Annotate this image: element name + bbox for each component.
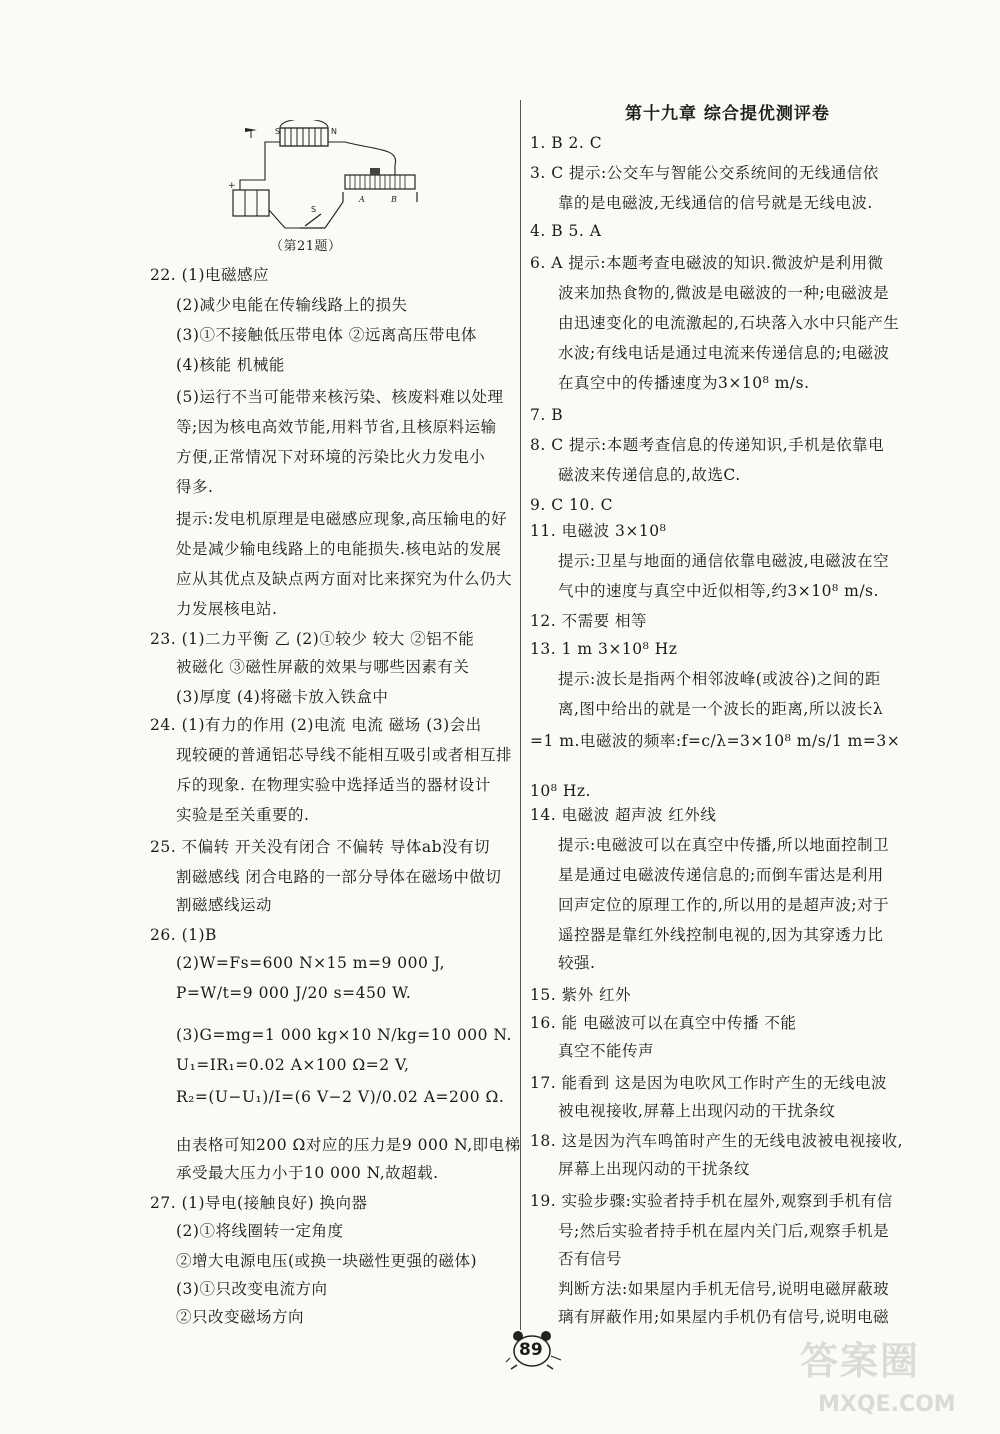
right-line: 6. A 提示:本题考查电磁波的知识.微波炉是利用微 bbox=[530, 254, 884, 272]
right-line: 16. 能 电磁波可以在真空中传播 不能 bbox=[530, 1014, 797, 1032]
left-line: 得多. bbox=[176, 478, 214, 496]
left-line: (4)核能 机械能 bbox=[176, 356, 285, 374]
right-line: 磁波来传递信息的,故选C. bbox=[558, 466, 741, 484]
left-line: 等;因为核电高效节能,用料节省,且核原料运输 bbox=[176, 418, 497, 436]
right-line: 4. B 5. A bbox=[530, 222, 602, 240]
right-line: 号;然后实验者持手机在屋内关门后,观察手机是 bbox=[558, 1222, 890, 1240]
left-line: 斥的现象. 在物理实验中选择适当的器材设计 bbox=[176, 776, 491, 794]
right-line: 10⁸ Hz. bbox=[530, 782, 591, 800]
right-line: 提示:电磁波可以在真空中传播,所以地面控制卫 bbox=[558, 836, 890, 854]
svg-text:N: N bbox=[331, 127, 337, 136]
right-line: 否有信号 bbox=[558, 1250, 623, 1268]
left-line: U₁=IR₁=0.02 A×100 Ω=2 V, bbox=[176, 1056, 410, 1074]
left-line: 27. (1)导电(接触良好) 换向器 bbox=[150, 1194, 368, 1212]
right-line: 较强. bbox=[558, 954, 596, 972]
right-line: 7. B bbox=[530, 406, 564, 424]
left-line: (2)减少电能在传输线路上的损失 bbox=[176, 296, 408, 314]
right-line: 13. 1 m 3×10⁸ Hz bbox=[530, 640, 678, 658]
watermark-url: MXQE.COM bbox=[818, 1392, 956, 1417]
right-line: 回声定位的原理工作的,所以用的是超声波;对于 bbox=[558, 896, 890, 914]
left-line: ②增大电源电压(或换一块磁性更强的磁体) bbox=[176, 1252, 478, 1270]
right-line: 屏幕上出现闪动的干扰条纹 bbox=[558, 1160, 751, 1178]
left-line: (2)W=Fs=600 N×15 m=9 000 J, bbox=[176, 954, 446, 972]
circuit-figure bbox=[225, 120, 425, 245]
right-line: 气中的速度与真空中近似相等,约3×10⁸ m/s. bbox=[558, 582, 879, 600]
watermark-logo bbox=[800, 1330, 990, 1430]
right-line: 12. 不需要 相等 bbox=[530, 612, 648, 630]
left-line: 由表格可知200 Ω对应的压力是9 000 N,即电梯 bbox=[176, 1136, 521, 1154]
left-line: 处是减少输电线路上的电能损失.核电站的发展 bbox=[176, 540, 502, 558]
right-line: 靠的是电磁波,无线通信的信号就是无线电波. bbox=[558, 194, 873, 212]
page-number: 89 bbox=[519, 1340, 543, 1360]
svg-text:B: B bbox=[391, 195, 397, 204]
right-line: 波来加热食物的,微波是电磁波的一种;电磁波是 bbox=[558, 284, 890, 302]
left-line: (3)G=mg=1 000 kg×10 N/kg=10 000 N. bbox=[176, 1026, 512, 1044]
right-line: 14. 电磁波 超声波 红外线 bbox=[530, 806, 717, 824]
left-line: (3)①不接触低压带电体 ②远离高压带电体 bbox=[176, 326, 477, 344]
right-line: 19. 实验步骤:实验者持手机在屋外,观察到手机有信 bbox=[530, 1192, 893, 1210]
left-line: P=W/t=9 000 J/20 s=450 W. bbox=[176, 984, 412, 1002]
right-line: 9. C 10. C bbox=[530, 496, 613, 514]
right-line: 真空不能传声 bbox=[558, 1042, 655, 1060]
left-line: ②只改变磁场方向 bbox=[176, 1308, 305, 1326]
left-line: 24. (1)有力的作用 (2)电流 电流 磁场 (3)会出 bbox=[150, 716, 482, 734]
left-line: 割磁感线 闭合电路的一部分导体在磁场中做切 bbox=[176, 868, 502, 886]
left-line: 提示:发电机原理是电磁感应现象,高压输电的好 bbox=[176, 510, 508, 528]
right-line: 在真空中的传播速度为3×10⁸ m/s. bbox=[558, 374, 810, 392]
left-line: (2)①将线圈转一定角度 bbox=[176, 1222, 344, 1240]
left-line: 现较硬的普通铝芯导线不能相互吸引或者相互排 bbox=[176, 746, 513, 764]
right-line: 遥控器是靠红外线控制电视的,因为其穿透力比 bbox=[558, 926, 884, 944]
chapter-title: 第十九章 综合提优测评卷 bbox=[625, 104, 830, 124]
right-line: 3. C 提示:公交车与智能公交系统间的无线通信依 bbox=[530, 164, 879, 182]
right-line: 星是通过电磁波传递信息的;而倒车雷达是利用 bbox=[558, 866, 884, 884]
left-line: 25. 不偏转 开关没有闭合 不偏转 导体ab没有切 bbox=[150, 838, 491, 856]
svg-text:A: A bbox=[359, 195, 365, 204]
right-line: 18. 这是因为汽车鸣笛时产生的无线电波被电视接收, bbox=[530, 1132, 904, 1150]
svg-text:S: S bbox=[275, 127, 281, 136]
left-line: 承受最大压力小于10 000 N,故超载. bbox=[176, 1164, 439, 1182]
right-line: 判断方法:如果屋内手机无信号,说明电磁屏蔽玻 bbox=[558, 1280, 890, 1298]
right-line: 11. 电磁波 3×10⁸ bbox=[530, 522, 667, 540]
left-line: 26. (1)B bbox=[150, 926, 217, 944]
left-line: (5)运行不当可能带来核污染、核废料难以处理 bbox=[176, 388, 504, 406]
left-line: 方便,正常情况下对环境的污染比火力发电小 bbox=[176, 448, 486, 466]
right-line: 15. 紫外 红外 bbox=[530, 986, 632, 1004]
right-line: 水波;有线电话是通过电流来传递信息的;电磁波 bbox=[558, 344, 890, 362]
left-line: 割磁感线运动 bbox=[176, 896, 273, 914]
right-line: 8. C 提示:本题考查信息的传递知识,手机是依靠电 bbox=[530, 436, 885, 454]
svg-text:S: S bbox=[311, 205, 317, 214]
left-line: 应从其优点及缺点两方面对比来探究为什么仍大 bbox=[176, 570, 513, 588]
left-line: 被磁化 ③磁性屏蔽的效果与哪些因素有关 bbox=[176, 658, 470, 676]
left-line: 实验是至关重要的. bbox=[176, 806, 310, 824]
right-line: =1 m.电磁波的频率:f=c/λ=3×10⁸ m/s/1 m=3× bbox=[530, 732, 901, 750]
svg-text:+: + bbox=[228, 181, 236, 191]
left-line: 22. (1)电磁感应 bbox=[150, 266, 270, 284]
watermark-text: 答案圈 bbox=[800, 1339, 921, 1383]
right-line: 提示:波长是指两个相邻波峰(或波谷)之间的距 bbox=[558, 670, 881, 688]
right-line: 璃有屏蔽作用;如果屋内手机仍有信号,说明电磁 bbox=[558, 1308, 890, 1326]
left-line: (3)厚度 (4)将磁卡放入铁盒中 bbox=[176, 688, 389, 706]
left-line: R₂=(U−U₁)/I=(6 V−2 V)/0.02 A=200 Ω. bbox=[176, 1088, 505, 1106]
right-line: 被电视接收,屏幕上出现闪动的干扰条纹 bbox=[558, 1102, 836, 1120]
right-line: 1. B 2. C bbox=[530, 134, 603, 152]
page-number-badge bbox=[505, 1330, 565, 1370]
right-line: 提示:卫星与地面的通信依靠电磁波,电磁波在空 bbox=[558, 552, 890, 570]
left-line: 力发展核电站. bbox=[176, 600, 278, 618]
left-line: 23. (1)二力平衡 乙 (2)①较少 较大 ②铝不能 bbox=[150, 630, 475, 648]
figure-caption: （第21题） bbox=[270, 239, 342, 254]
left-line: (3)①只改变电流方向 bbox=[176, 1280, 328, 1298]
right-line: 离,图中给出的就是一个波长的距离,所以波长λ bbox=[558, 700, 884, 718]
right-line: 由迅速变化的电流激起的,石块落入水中只能产生 bbox=[558, 314, 900, 332]
right-line: 17. 能看到 这是因为电吹风工作时产生的无线电波 bbox=[530, 1074, 888, 1092]
